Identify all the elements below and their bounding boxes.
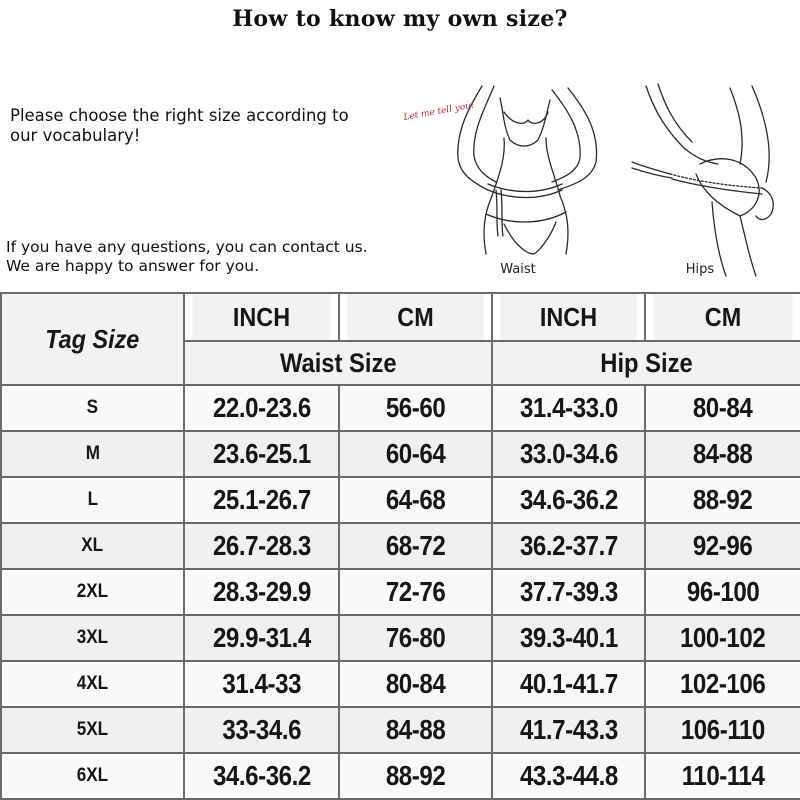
hip-inch-cell: 34.6-36.2 bbox=[492, 477, 645, 523]
hips-caption: Hips bbox=[685, 262, 715, 277]
illustration-note: Let me tell you! bbox=[402, 100, 476, 123]
hip-cm-header: CM bbox=[653, 293, 793, 341]
waist-cm-cell: 80-84 bbox=[339, 661, 492, 707]
waist-inch-cell: 22.0-23.6 bbox=[184, 385, 339, 431]
hip-inch-cell: 40.1-41.7 bbox=[492, 661, 645, 707]
waist-inch-cell: 31.4-33 bbox=[184, 661, 339, 707]
waist-inch-cell: 23.6-25.1 bbox=[184, 431, 339, 477]
hip-cm-cell: 106-110 bbox=[645, 707, 800, 753]
waist-cm-header: CM bbox=[347, 293, 485, 341]
hip-inch-cell: 43.3-44.8 bbox=[492, 753, 645, 799]
table-row bbox=[1, 523, 800, 569]
waist-inch-cell: 25.1-26.7 bbox=[184, 477, 339, 523]
waist-inch-cell: 26.7-28.3 bbox=[184, 523, 339, 569]
hip-inch-cell: 36.2-37.7 bbox=[492, 523, 645, 569]
hip-size-header: Hip Size bbox=[492, 341, 800, 385]
hip-inch-header: INCH bbox=[500, 293, 638, 341]
hip-cm-cell: 92-96 bbox=[645, 523, 800, 569]
tag-size-cell: 5XL bbox=[1, 707, 184, 753]
hip-cm-cell: 110-114 bbox=[645, 753, 800, 799]
tag-size-cell: 2XL bbox=[1, 569, 184, 615]
hip-cm-cell: 96-100 bbox=[645, 569, 800, 615]
hip-cm-cell: 88-92 bbox=[645, 477, 800, 523]
contact-text bbox=[6, 238, 406, 276]
page-title: How to know my own size? bbox=[232, 6, 568, 32]
tag-size-header: Tag Size bbox=[1, 293, 184, 385]
tag-size-cell: M bbox=[1, 431, 184, 477]
hip-cm-cell: 84-88 bbox=[645, 431, 800, 477]
table-row bbox=[1, 477, 800, 523]
intro-line-2: our vocabulary! bbox=[10, 126, 141, 145]
waist-cm-cell: 72-76 bbox=[339, 569, 492, 615]
waist-size-header: Waist Size bbox=[184, 341, 492, 385]
table-row bbox=[1, 615, 800, 661]
tag-size-cell: L bbox=[1, 477, 184, 523]
waist-inch-cell: 29.9-31.4 bbox=[184, 615, 339, 661]
size-chart-table bbox=[0, 292, 800, 800]
table-row bbox=[1, 569, 800, 615]
tag-size-cell: 3XL bbox=[1, 615, 184, 661]
contact-line-2: We are happy to answer for you. bbox=[6, 257, 260, 275]
table-row bbox=[1, 385, 800, 431]
waist-inch-header: INCH bbox=[192, 293, 332, 341]
hip-inch-cell: 37.7-39.3 bbox=[492, 569, 645, 615]
tag-size-cell: S bbox=[1, 385, 184, 431]
waist-cm-cell: 84-88 bbox=[339, 707, 492, 753]
table-row bbox=[1, 707, 800, 753]
waist-cm-cell: 76-80 bbox=[339, 615, 492, 661]
hip-inch-cell: 33.0-34.6 bbox=[492, 431, 645, 477]
intro-line-1: Please choose the right size according to bbox=[10, 106, 349, 125]
table-row bbox=[1, 661, 800, 707]
waist-cm-cell: 56-60 bbox=[339, 385, 492, 431]
tag-size-cell: 4XL bbox=[1, 661, 184, 707]
waist-cm-cell: 88-92 bbox=[339, 753, 492, 799]
hip-cm-cell: 102-106 bbox=[645, 661, 800, 707]
intro-text bbox=[10, 106, 390, 146]
table-row bbox=[1, 753, 800, 799]
waist-inch-cell: 33-34.6 bbox=[184, 707, 339, 753]
waist-caption: Waist bbox=[500, 262, 536, 277]
hip-cm-cell: 100-102 bbox=[645, 615, 800, 661]
hip-inch-cell: 31.4-33.0 bbox=[492, 385, 645, 431]
waist-inch-cell: 28.3-29.9 bbox=[184, 569, 339, 615]
waist-inch-cell: 34.6-36.2 bbox=[184, 753, 339, 799]
waist-cm-cell: 60-64 bbox=[339, 431, 492, 477]
unit-header-row bbox=[1, 293, 800, 341]
table-row bbox=[1, 431, 800, 477]
waist-cm-cell: 64-68 bbox=[339, 477, 492, 523]
contact-line-1: If you have any questions, you can contact us. bbox=[6, 238, 368, 256]
hips-figure-icon bbox=[632, 84, 773, 276]
waist-figure-icon bbox=[458, 86, 597, 254]
hip-cm-cell: 80-84 bbox=[645, 385, 800, 431]
measurement-illustration bbox=[400, 78, 800, 288]
tag-size-cell: 6XL bbox=[1, 753, 184, 799]
waist-cm-cell: 68-72 bbox=[339, 523, 492, 569]
hip-inch-cell: 39.3-40.1 bbox=[492, 615, 645, 661]
tag-size-cell: XL bbox=[1, 523, 184, 569]
hip-inch-cell: 41.7-43.3 bbox=[492, 707, 645, 753]
